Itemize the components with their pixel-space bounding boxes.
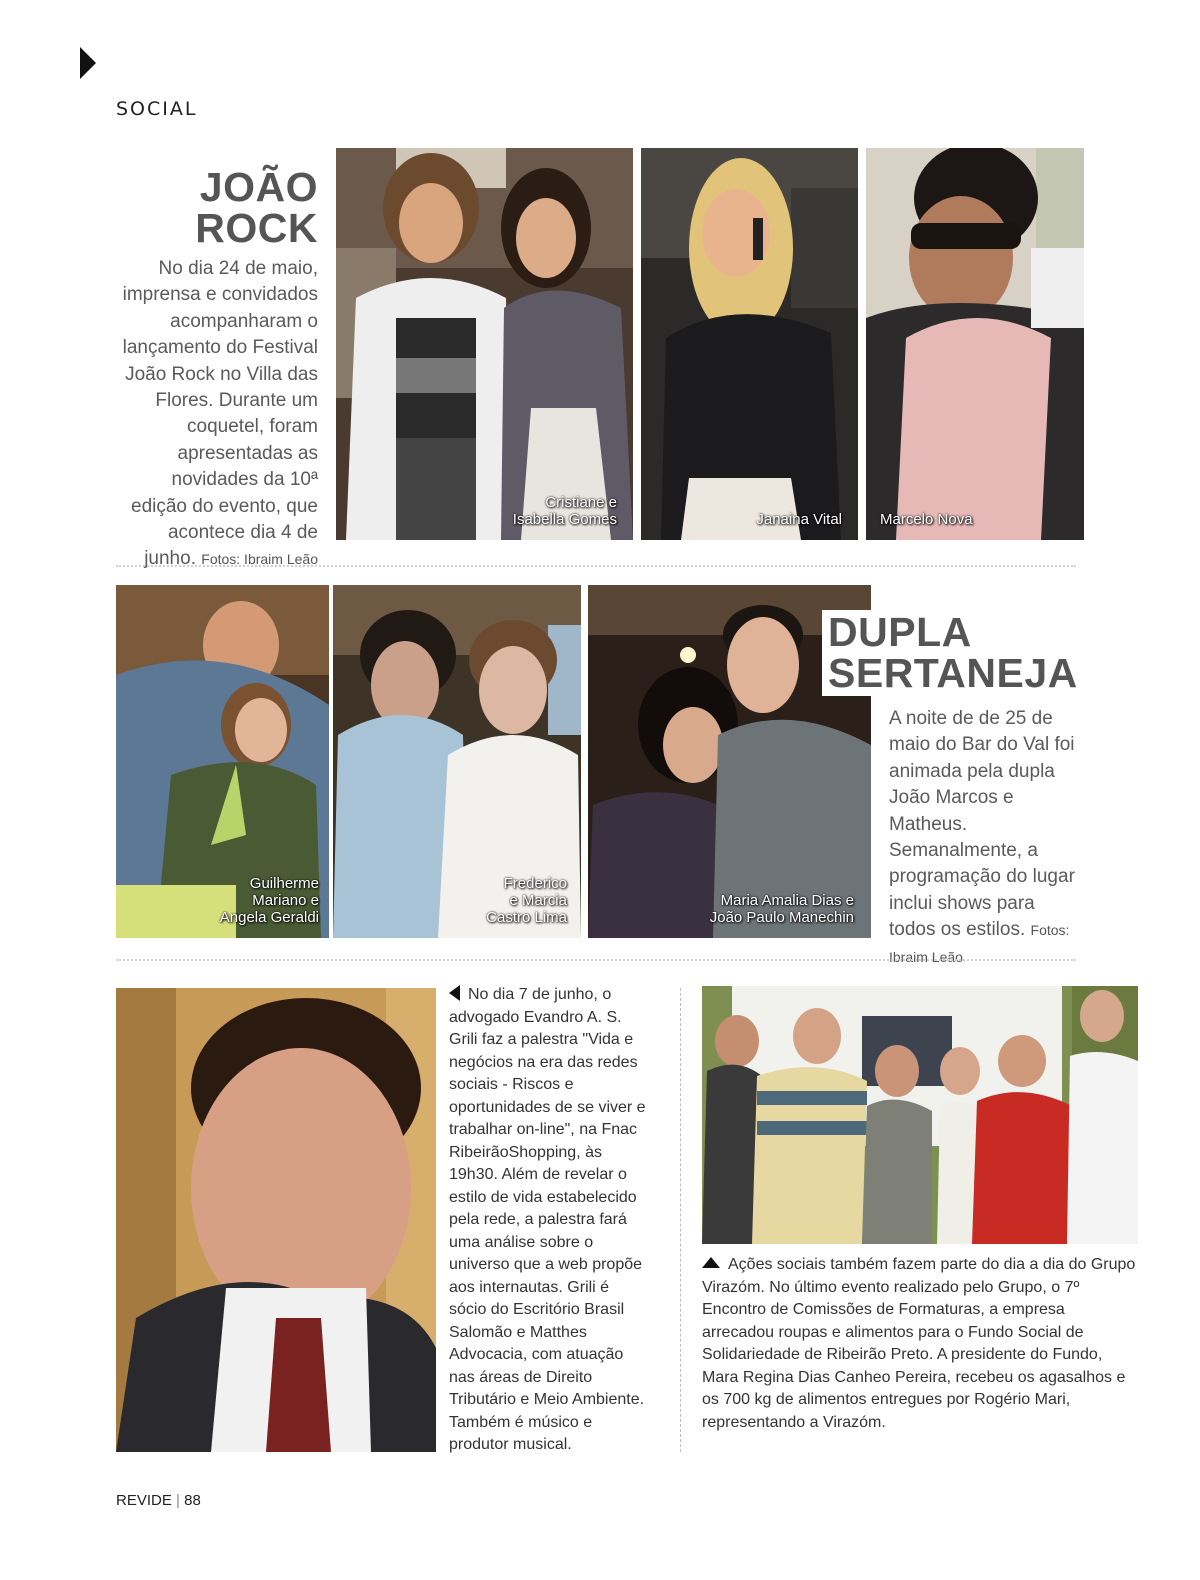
pointer-left-icon [449,985,460,1001]
virazom-body: Ações sociais também fazem parte do dia a dia do Grupo Virazóm. No último evento realizado pelo Grupo, o 7º Encontro de Comissões de Formaturas, a empresa arrecadou roupas e alimentos para o Fundo Social de Solidariedade de Ribeirão Preto. A presidente do Fundo, Mara Regina Dias Canheo Pereira, recebeu os agasalhos e os 700 kg de alimentos entregues por Rogério Mari, representando a Virazóm. [702,1256,1136,1431]
caption-line: Angela Geraldi [219,909,319,926]
section-divider [116,565,1076,567]
virazom-text [702,1254,1138,1434]
photo-evandro-grili [116,988,436,1452]
joao-rock-title [150,164,318,251]
photo-virazom-group [702,986,1138,1244]
caption-maria-joao-paulo [604,892,854,926]
caption-line: Isabella Gomes [512,511,617,528]
caption-line: Mariano e [252,892,319,909]
photo-marcelo-nova-image [866,148,1084,540]
photo-janaina-vital-image [641,148,858,540]
photo-frederico-marcia [333,585,581,938]
footer-separator: | [176,1492,180,1509]
photo-virazom-group-image [702,986,1138,1244]
caption-line: e Marcia [509,892,567,909]
caption-line: Guilherme [249,875,319,892]
caption-marcelo-nova: Marcelo Nova [880,511,973,528]
column-divider [680,988,681,1452]
dupla-text [889,706,1077,970]
section-label: SOCIAL [116,98,198,120]
section-arrow-icon [80,47,96,79]
palestra-body: No dia 7 de junho, o advogado Evandro A. S. Grili faz a palestra "Vida e negócios na era das redes sociais - Riscos e oportunidades de se viver e trabalhar on-line", na Fnac RibeirãoShopping, às 19h30. Além de revelar o estilo de vida estabelecido pela rede, a palestra fará uma análise sobre o universo que a web propõe aos internautas. Grili é sócio do Escritório Brasil Salomão e Matthes Advocacia, com atuação nas áreas de Direito Tributário e Meio Ambiente. Também é músico e produtor musical. [449,986,646,1453]
photo-cristiane-isabella-image [336,148,633,540]
dupla-title [822,610,1084,696]
photo-marcelo-nova [866,148,1084,540]
joao-rock-text [118,256,318,573]
caption-line: Frederico [503,875,567,892]
caption-frederico-marcia [486,875,567,926]
caption-line: Cristiane e [545,494,617,511]
palestra-text [449,984,649,1457]
dupla-title-line2: SERTANEJA [828,650,1078,696]
pointer-up-icon [702,1257,720,1268]
caption-line: Maria Amalia Dias e [720,892,854,909]
page-footer [116,1492,201,1509]
photo-cristiane-isabella [336,148,633,540]
section-divider [116,959,1076,961]
dupla-body: A noite de de 25 de maio do Bar do Val foi animada pela dupla João Marcos e Matheus. Semanalmente, a programação do lugar inclui shows para todos os estilos. [889,708,1075,941]
dupla-credit: Fotos: Ibraim Leão [889,922,1070,965]
joao-rock-title-line1: JOÃO [199,164,318,210]
photo-guilherme-angela [116,585,329,938]
photo-janaina-vital [641,148,858,540]
joao-rock-body: No dia 24 de maio, imprensa e convidados acompanharam o lançamento do Festival João Rock no Villa das Flores. Durante um coquetel, foram apresentadas as novidades da 10ª edição do evento, que acontece dia 4 de junho. [122,258,318,570]
joao-rock-title-line2: ROCK [195,205,318,251]
caption-line: Castro Lima [486,909,567,926]
photo-evandro-grili-image [116,988,436,1452]
footer-magazine: REVIDE [116,1492,172,1509]
joao-rock-credit: Fotos: Ibraim Leão [201,551,318,568]
dupla-title-line1: DUPLA [828,609,972,655]
caption-line: João Paulo Manechin [709,909,854,926]
caption-cristiane-isabella [513,494,617,528]
footer-page-number: 88 [184,1492,201,1509]
caption-janaina-vital: Janaina Vital [756,511,842,528]
caption-guilherme-angela [220,875,319,926]
